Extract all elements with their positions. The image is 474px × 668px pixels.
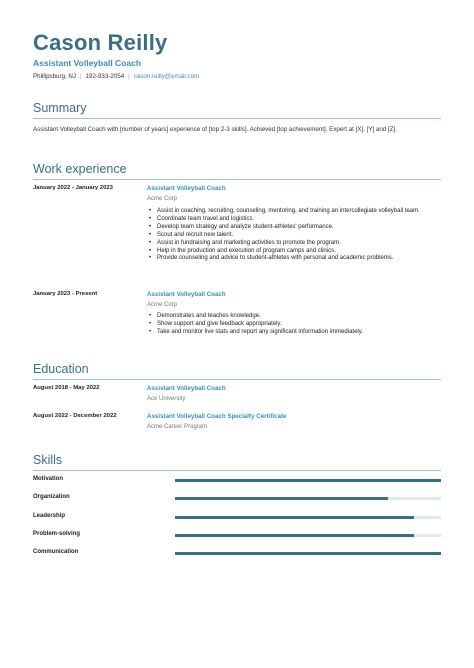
contact-email-link[interactable]: cason.reilly@email.com xyxy=(133,73,200,80)
list-item: • Develop team strategy and analyze student-athletes' performance. xyxy=(147,224,437,232)
contact-location: Phillipsburg, NJ xyxy=(33,73,76,80)
skill-name: Communication xyxy=(33,549,79,555)
list-item: • Assist in coaching, recruiting, counseling, mentoring, and training an intercollegiate volleyball team. xyxy=(147,208,437,216)
skill-level-fill xyxy=(175,534,414,537)
education-entry-dates: August 2022 - December 2022 xyxy=(33,413,117,419)
skill-level-fill xyxy=(175,497,388,500)
skill-level-bar xyxy=(175,516,441,519)
list-item: • Show support and give feedback appropriately. xyxy=(147,321,437,329)
list-item: • Assist in fundraising and marketing activities to promote the program. xyxy=(147,240,437,248)
list-item: • Scout and recruit new talent. xyxy=(147,232,437,240)
skill-level-fill xyxy=(175,552,441,555)
work-entry-org: Acme Corp xyxy=(147,302,178,308)
skills-heading: Skills xyxy=(33,453,63,467)
education-entry-dates: August 2018 - May 2022 xyxy=(33,385,100,391)
skill-name: Motivation xyxy=(33,476,63,482)
list-item: • Help in the production and execution of program camps and clinics. xyxy=(147,248,437,256)
skill-level-bar xyxy=(175,552,441,555)
education-entry-title: Assistant Volleyball Coach xyxy=(147,385,226,392)
work-entry-title: Assistant Volleyball Coach xyxy=(147,185,226,192)
education-divider xyxy=(33,379,441,380)
skill-level-bar xyxy=(175,497,441,500)
education-heading: Education xyxy=(33,362,89,376)
summary-divider xyxy=(33,118,441,119)
candidate-name: Cason Reilly xyxy=(33,30,168,55)
skill-name: Leadership xyxy=(33,513,66,519)
summary-heading: Summary xyxy=(33,101,87,115)
skill-level-bar xyxy=(175,534,441,537)
contact-line xyxy=(33,73,199,80)
contact-separator: | xyxy=(128,73,130,80)
list-item: • Take and monitor live stats and report any significant information immediately. xyxy=(147,329,437,337)
list-item: • Coordinate team travel and logistics. xyxy=(147,216,437,224)
contact-separator: | xyxy=(80,73,82,80)
skill-name: Problem-solving xyxy=(33,531,81,537)
skill-level-fill xyxy=(175,516,414,519)
education-entry-org: Acme Career Program xyxy=(147,424,208,430)
education-entry-org: Ace University xyxy=(147,396,186,402)
education-entry-title: Assistant Volleyball Coach Specialty Certificate xyxy=(147,413,287,420)
work-entry-title: Assistant Volleyball Coach xyxy=(147,291,226,298)
work-entry-bullets xyxy=(147,313,437,337)
contact-phone: 192-933-2054 xyxy=(85,73,125,80)
work-experience-divider xyxy=(33,179,441,180)
work-experience-heading: Work experience xyxy=(33,162,127,176)
skills-divider xyxy=(33,470,441,471)
work-entry-dates: January 2023 - Present xyxy=(33,291,98,297)
summary-text: Assistant Volleyball Coach with [number of years] experience of [top 2-3 skills]. Achieved [top achievement]. Expert at [X], [Y] and [Z]. xyxy=(33,126,397,133)
work-entry-dates: January 2022 - January 2023 xyxy=(33,185,113,191)
list-item: • Provide counseling and advice to student-athletes with personal and academic problems. xyxy=(147,255,437,263)
skill-name: Organization xyxy=(33,494,70,500)
list-item: • Demonstrates and teaches knowledge. xyxy=(147,313,437,321)
skill-level-bar xyxy=(175,479,441,482)
work-entry-org: Acme Corp xyxy=(147,196,178,202)
candidate-title: Assistant Volleyball Coach xyxy=(33,58,142,68)
skill-level-fill xyxy=(175,479,441,482)
work-entry-bullets xyxy=(147,208,437,263)
